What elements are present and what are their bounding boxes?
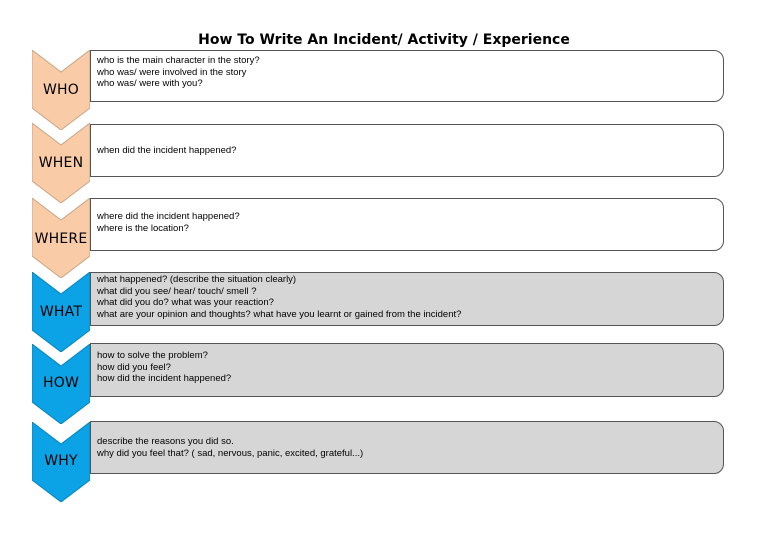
section-box-what [90, 272, 724, 326]
section-line: what did you see/ hear/ touch/ smell ? [97, 285, 257, 297]
chevron-label: HOW [43, 375, 79, 391]
section-box-why [90, 421, 724, 474]
chevron-label: WHERE [34, 231, 88, 247]
section-line: what are your opinion and thoughts? what have you learnt or gained from the incident? [97, 308, 462, 320]
chevron-who [32, 50, 90, 130]
section-box-when [90, 124, 724, 177]
chevron-when [32, 123, 90, 203]
section-line: describe the reasons you did so. [97, 436, 234, 447]
section-line: where is the location? [97, 222, 189, 234]
section-box-where [90, 198, 724, 251]
section-line: who was/ were with you? [97, 78, 203, 89]
section-line: why did you feel that? ( sad, nervous, panic, excited, grateful...) [97, 447, 364, 459]
section-line: where did the incident happened? [97, 211, 240, 222]
section-line: what happened? (describe the situation clearly) [97, 274, 297, 285]
section-line: how did you feel? [97, 361, 171, 373]
section-box-who [90, 50, 724, 102]
page-title: How To Write An Incident/ Activity / Experience [198, 32, 570, 48]
chevron-what [32, 272, 90, 352]
section-line: when did the incident happened? [97, 145, 237, 156]
section-line: how did the incident happened? [97, 373, 232, 384]
chevron-label: WHO [43, 82, 79, 98]
chevron-how [32, 344, 90, 424]
section-line: how to solve the problem? [97, 350, 208, 361]
section-line: who is the main character in the story? [97, 55, 260, 66]
section-line: who was/ were involved in the story [97, 66, 247, 78]
section-line: what did you do? what was your reaction? [97, 297, 274, 308]
chevron-label: WHEN [38, 155, 84, 171]
chevron-label: WHAT [39, 304, 83, 320]
section-box-how [90, 343, 724, 397]
chevron-label: WHY [44, 453, 78, 469]
chevron-why [32, 422, 90, 502]
chevron-where [32, 198, 90, 278]
